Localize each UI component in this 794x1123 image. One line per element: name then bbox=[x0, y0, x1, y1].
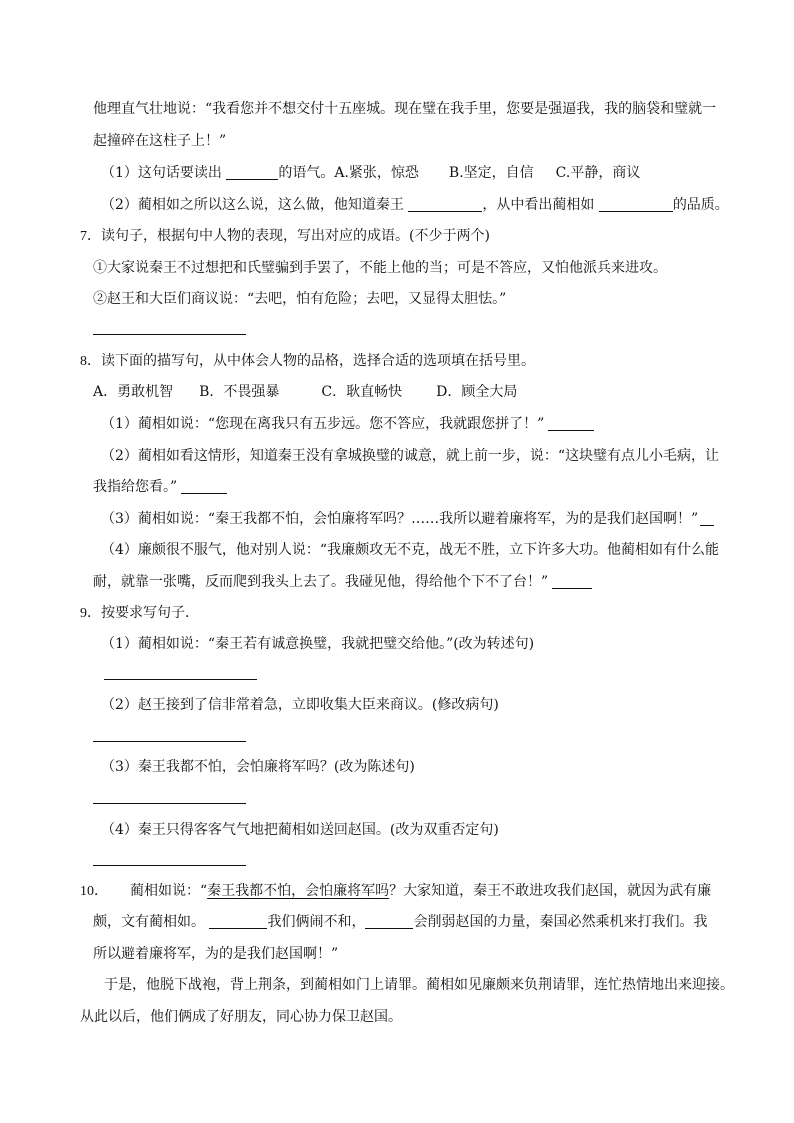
q10-line-2 bbox=[93, 912, 707, 932]
q-cont-sub2-text: （2）蔺相如之所以这么说，这么做，他知道秦王 bbox=[101, 197, 409, 213]
q10-l1-start: 蔺相如说：“ bbox=[130, 883, 208, 899]
q7-number: 7． bbox=[80, 229, 101, 244]
q8-sub3-text: （3）蔺相如说：“秦王我都不怕，会怕廉将军吗？……我所以避着廉将军，为的是我们赵国啊！” bbox=[101, 511, 699, 527]
answer-blank[interactable] bbox=[226, 165, 278, 180]
q8-sub4-line-2 bbox=[93, 572, 592, 592]
q8-sub4-line-1: （4）廉颇很不服气，他对别人说：“我廉颇攻无不克，战无不胜，立下许多大功。他蔺相如有什么能 bbox=[101, 542, 720, 558]
q7-item-2: ②赵王和大臣们商议说：“去吧，怕有危险；去吧，又显得太胆怯。” bbox=[93, 291, 507, 307]
q9-sub1-answer-line[interactable] bbox=[104, 679, 257, 680]
q8-sub1-text: （1）蔺相如说：“您现在离我只有五步远。您不答应，我就跟您拼了！” bbox=[101, 416, 545, 432]
q8-sub2-line-1: （2）蔺相如看这情形，知道秦王没有拿城换璧的诚意，就上前一步，说：“这块璧有点儿小毛病，让 bbox=[101, 448, 720, 464]
q10-l1-end: ？大家知道，秦王不敢进攻我们赵国，就因为武有廉 bbox=[389, 883, 712, 899]
q10-line-3: 所以避着廉将军，为的是我们赵国啊！” bbox=[93, 946, 339, 962]
q-cont-sub2-mid: ，从中看出蔺相如 bbox=[482, 197, 599, 213]
q8-option-c: C．耿直畅快 bbox=[321, 384, 403, 400]
answer-blank[interactable] bbox=[552, 574, 592, 589]
q-cont-sub2-end: 的品质。 bbox=[672, 197, 729, 213]
q8-sub2-text: 我指给您看。” bbox=[93, 479, 178, 495]
q-cont-sub1-text: （1）这句话要读出 bbox=[101, 165, 227, 181]
q-cont-sub1 bbox=[101, 163, 640, 183]
q8-option-b: B．不畏强暴 bbox=[199, 384, 280, 400]
answer-blank[interactable] bbox=[365, 914, 413, 929]
q9-sub3: （3）秦王我都不怕，会怕廉将军吗？(改为陈述句) bbox=[101, 759, 415, 775]
q-cont-sub1-option-a: 的语气。A.紧张，惊恐 bbox=[278, 165, 419, 181]
q8-prompt-text: 读下面的描写句，从中体会人物的品格，选择合适的选项填在括号里。 bbox=[101, 353, 535, 369]
answer-blank[interactable] bbox=[599, 197, 673, 212]
q10-number: 10． bbox=[80, 884, 108, 899]
q7-answer-line[interactable] bbox=[93, 334, 246, 335]
q10-l2-end: 会削弱赵国的力量，秦国必然乘机来打我们。我 bbox=[413, 914, 708, 930]
q8-options bbox=[93, 382, 517, 402]
q8-sub1 bbox=[101, 414, 594, 434]
answer-blank[interactable] bbox=[181, 479, 227, 494]
q8-sub4-text: 耐，就靠一张嘴，反而爬到我头上去了。我碰见他，得给他个下不了台！” bbox=[93, 574, 549, 590]
q7-item-1: ①大家说秦王不过想把和氏璧骗到手罢了，不能上他的当；可是不答应，又怕他派兵来进攻。 bbox=[93, 260, 667, 276]
q8-option-d: D．顾全大局 bbox=[436, 384, 518, 400]
q-cont-sub1-option-b: B.坚定，自信 bbox=[448, 165, 534, 181]
q9-number: 9． bbox=[80, 606, 101, 621]
answer-blank[interactable] bbox=[408, 197, 482, 212]
answer-blank[interactable] bbox=[209, 914, 267, 929]
q9-sub3-answer-line[interactable] bbox=[93, 803, 246, 804]
passage-line-1: 他理直气壮地说：“我看您并不想交付十五座城。现在璧在我手里，您要是强逼我，我的脑袋和璧就一 bbox=[93, 101, 717, 117]
q-cont-sub2 bbox=[101, 195, 729, 215]
q10-line-4: 于是，他脱下战袍，背上荆条，到蔺相如门上请罪。蔺相如见廉颇来负荆请罪，连忙热情地出来迎接。 bbox=[104, 977, 734, 993]
q9-prompt-text: 按要求写句子． bbox=[101, 605, 199, 621]
q9-sub1: （1）蔺相如说：“秦王若有诚意换璧，我就把璧交给他。”(改为转述句) bbox=[101, 636, 535, 652]
q8-sub2-line-2 bbox=[93, 477, 227, 497]
q10-l2-mid: 我们俩闹不和， bbox=[267, 914, 366, 930]
q8-option-a: A．勇敢机智 bbox=[93, 384, 174, 400]
q9-prompt bbox=[80, 603, 199, 624]
q8-number: 8． bbox=[80, 354, 101, 369]
q9-sub2-answer-line[interactable] bbox=[93, 741, 246, 742]
q7-prompt-text: 读句子，根据句中人物的表现，写出对应的成语。(不少于两个) bbox=[101, 228, 490, 244]
q10-line-1 bbox=[80, 881, 711, 902]
answer-blank[interactable] bbox=[548, 416, 594, 431]
q8-sub3 bbox=[101, 509, 714, 529]
q10-underlined-quote: 秦王我都不怕，会怕廉将军吗 bbox=[207, 883, 390, 899]
q10-l2-start: 颇，文有蔺相如。 bbox=[93, 914, 210, 930]
q10-line-5: 从此以后，他们俩成了好朋友，同心协力保卫赵国。 bbox=[80, 1009, 402, 1025]
q9-sub4: （4）秦王只得客客气气地把蔺相如送回赵国。(改为双重否定句) bbox=[101, 822, 499, 838]
q9-sub4-answer-line[interactable] bbox=[93, 865, 246, 866]
answer-blank[interactable] bbox=[700, 511, 714, 526]
q9-sub2: （2）赵王接到了信非常着急，立即收集大臣来商议。(修改病句) bbox=[101, 697, 499, 713]
q-cont-sub1-option-c: C.平静，商议 bbox=[555, 165, 641, 181]
q7-prompt bbox=[80, 226, 490, 247]
q8-prompt bbox=[80, 351, 535, 372]
passage-line-2: 起撞碎在这柱子上！” bbox=[93, 133, 227, 149]
